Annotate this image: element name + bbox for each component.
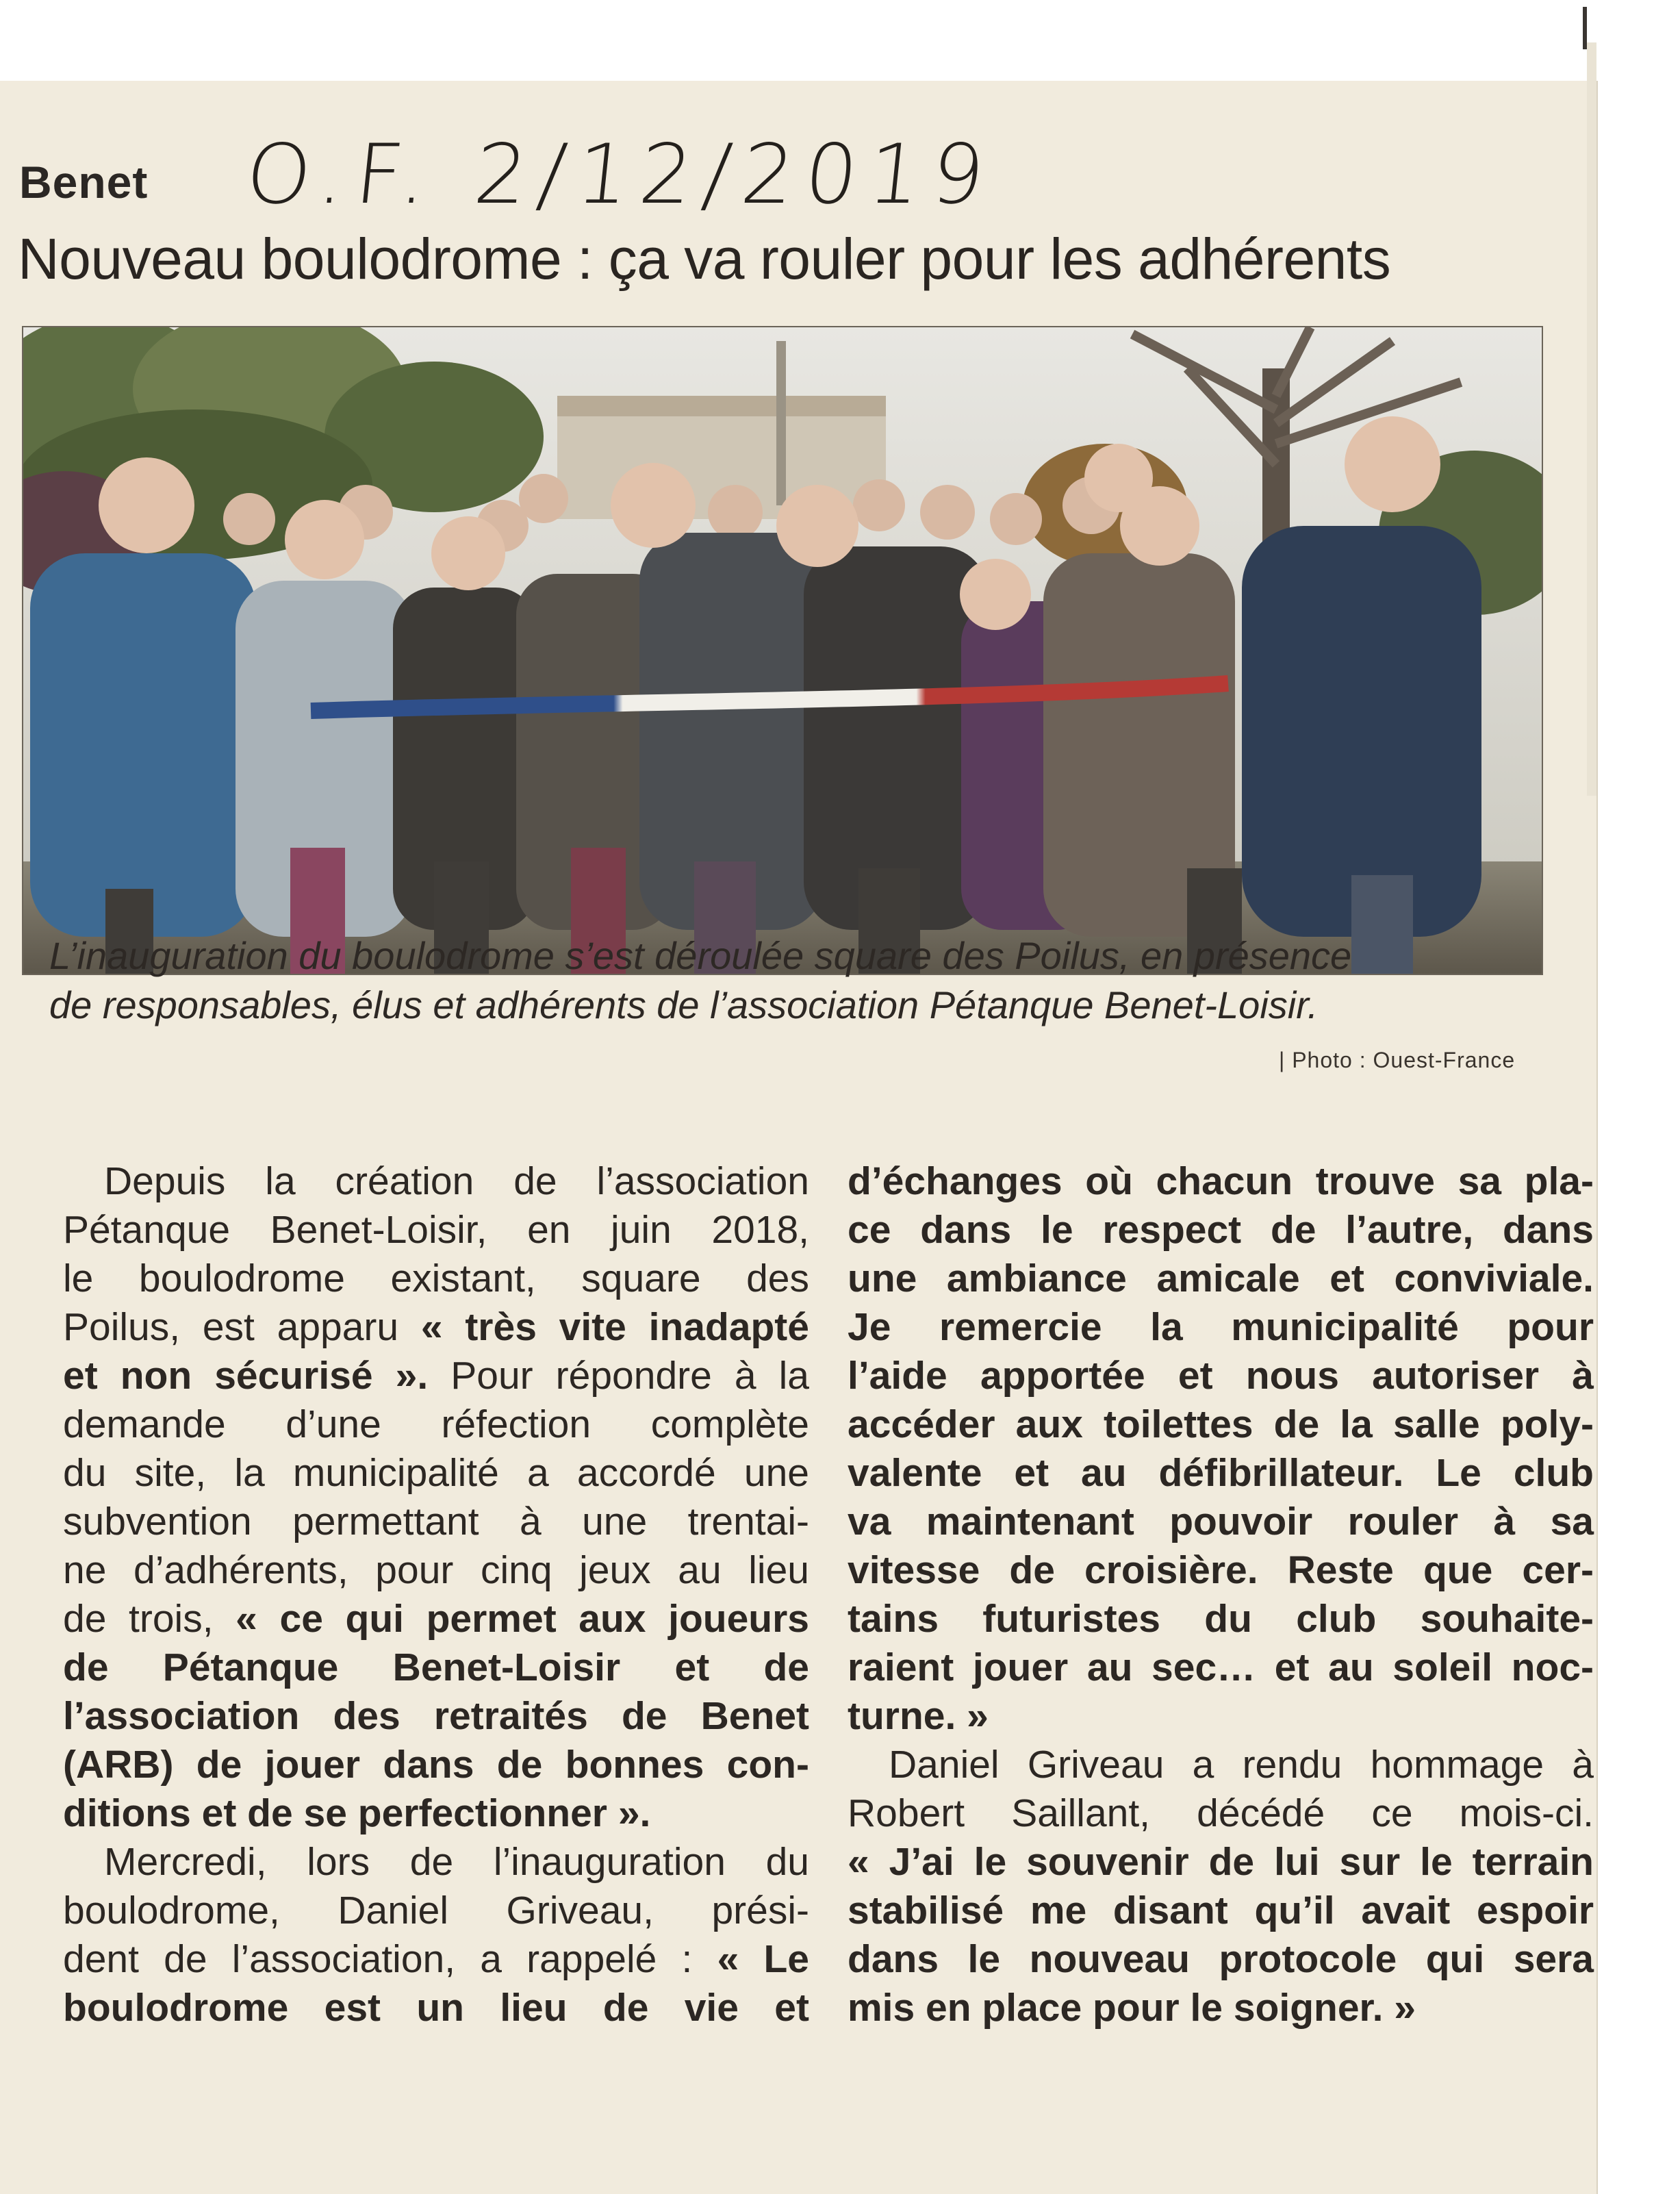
body-text: boulodrome, Daniel Griveau, prési- — [63, 1889, 809, 1932]
quote-text: l’association des retraités de Benet — [63, 1694, 809, 1738]
quote-text: va maintenant pouvoir rouler à sa — [848, 1500, 1594, 1543]
quote-text: raient jouer au sec… et au soleil noc- — [848, 1646, 1594, 1689]
group-photo-ribbon-cutting-icon — [23, 327, 1542, 974]
photo-caption — [49, 931, 1487, 1030]
quote-text: de Pétanque Benet-Loisir et de — [63, 1646, 809, 1689]
article-line — [63, 1157, 809, 1206]
body-text: de trois, — [63, 1597, 236, 1641]
article-line — [848, 1984, 1594, 2032]
article-line — [848, 1206, 1594, 1254]
article-line — [848, 1838, 1594, 1887]
quote-text: « Le — [717, 1937, 809, 1981]
quote-text: « ce qui permet aux joueurs — [236, 1597, 810, 1641]
body-text: subvention permettant à une trentai- — [63, 1500, 809, 1543]
article-line — [63, 1498, 809, 1546]
article-line — [63, 1935, 809, 1984]
article-line — [63, 1741, 809, 1789]
article-line — [848, 1741, 1594, 1789]
article-line — [848, 1352, 1594, 1400]
article-line — [848, 1935, 1594, 1984]
article-line — [848, 1692, 1594, 1741]
quote-text: d’échanges où chacun trouve sa pla- — [848, 1159, 1594, 1203]
scan-edge-mark — [1583, 7, 1587, 49]
article-line — [63, 1449, 809, 1498]
article-line — [848, 1887, 1594, 1935]
body-text: Depuis la création de l’association — [104, 1159, 809, 1203]
quote-text: mis en place pour le soigner. » — [848, 1986, 1416, 2030]
body-text: ne d’adhérents, pour cinq jeux au lieu — [63, 1548, 809, 1592]
quote-text: turne. » — [848, 1694, 989, 1738]
quote-text: valente et au défibrillateur. Le club — [848, 1451, 1594, 1495]
quote-text: Je remercie la municipalité pour — [848, 1305, 1594, 1349]
article-line — [63, 1643, 809, 1692]
quote-text: l’aide apportée et nous autoriser à — [848, 1354, 1594, 1398]
quote-text: ce dans le respect de l’autre, dans — [848, 1208, 1594, 1252]
article-line — [63, 1352, 809, 1400]
quote-text: stabilisé me disant qu’il avait espoir — [848, 1889, 1594, 1932]
caption-line: L’inauguration du boulodrome s’est déroulée square des Poilus, en présence — [49, 934, 1352, 977]
quote-text: et non sécurisé ». — [63, 1354, 429, 1398]
photo-credit: | Photo : Ouest-France — [1279, 1048, 1516, 1072]
article-line — [63, 1887, 809, 1935]
body-text: Pour répondre à la — [428, 1354, 809, 1398]
body-text: Pétanque Benet-Loisir, en juin 2018, — [63, 1208, 809, 1252]
article-column-2 — [848, 1157, 1594, 2032]
article-line — [848, 1595, 1594, 1643]
article-line — [848, 1789, 1594, 1838]
body-text: Robert Saillant, décédé ce mois-ci. — [848, 1791, 1594, 1835]
article-line — [63, 1254, 809, 1303]
article-column-1 — [63, 1157, 809, 2032]
body-text: le boulodrome existant, square des — [63, 1257, 809, 1300]
article-line — [63, 1692, 809, 1741]
quote-text: dans le nouveau protocole qui sera — [848, 1937, 1594, 1981]
article-line — [63, 1546, 809, 1595]
article-line — [848, 1498, 1594, 1546]
quote-text: vitesse de croisière. Reste que cer- — [848, 1548, 1594, 1592]
quote-text: tains futuristes du club souhaite- — [848, 1597, 1594, 1641]
body-text: Daniel Griveau a rendu hommage à — [889, 1743, 1594, 1787]
body-text: Mercredi, lors de l’inauguration du — [104, 1840, 809, 1884]
quote-text: boulodrome est un lieu de vie et — [63, 1986, 809, 2030]
article-line — [848, 1400, 1594, 1449]
quote-text: « très vite inadapté — [420, 1305, 809, 1349]
body-text: dent de l’association, a rappelé : — [63, 1937, 717, 1981]
article-line — [63, 1789, 809, 1838]
article-line — [63, 1595, 809, 1643]
body-text: du site, la municipalité a accordé une — [63, 1451, 809, 1495]
quote-text: (ARB) de jouer dans de bonnes con- — [63, 1743, 809, 1787]
article-line — [63, 1400, 809, 1449]
adjacent-page-edge — [1587, 42, 1596, 796]
article-line — [63, 1984, 809, 2032]
article-line — [63, 1206, 809, 1254]
article-line — [848, 1254, 1594, 1303]
quote-text: accéder aux toilettes de la salle poly- — [848, 1402, 1594, 1446]
article-line — [63, 1838, 809, 1887]
article-line — [848, 1643, 1594, 1692]
section-title: Benet — [19, 157, 149, 207]
article-line — [848, 1303, 1594, 1352]
quote-text: ditions et de se perfectionner ». — [63, 1791, 651, 1835]
article-photo — [22, 326, 1543, 975]
headline: Nouveau boulodrome : ça va rouler pour les adhérents — [18, 227, 1391, 291]
quote-text: « J’ai le souvenir de lui sur le terrain — [848, 1840, 1594, 1884]
article-line — [848, 1546, 1594, 1595]
article-line — [848, 1157, 1594, 1206]
caption-line: de responsables, élus et adhérents de l’association Pétanque Benet-Loisir. — [49, 983, 1319, 1026]
body-text: demande d’une réfection complète — [63, 1402, 809, 1446]
body-text: Poilus, est apparu — [63, 1305, 421, 1349]
handwritten-date-note: O.F. 2/12/2019 — [241, 127, 1000, 223]
article-line — [848, 1449, 1594, 1498]
quote-text: une ambiance amicale et conviviale. — [848, 1257, 1594, 1300]
article-line — [63, 1303, 809, 1352]
